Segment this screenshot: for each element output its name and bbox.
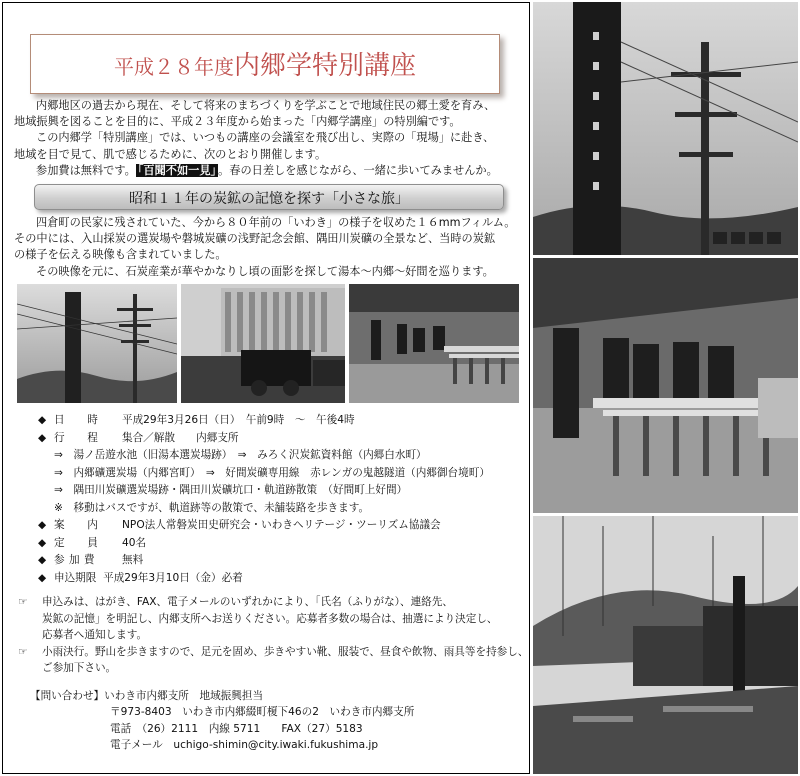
contact-address: 〒973-8403 いわき市内郷綴町榎下46の2 いわき市内郷支所 (110, 706, 415, 719)
pointing-hand-icon: ☞ (18, 596, 28, 608)
route-note: ※ 移動はバスですが、軌道跡等の散策で、未舗装路を歩きます。 (54, 501, 370, 514)
note-line (14, 594, 514, 611)
note-line: 炭鉱の記憶」を明記し、内郷支所へお送りください。応募者多数の場合は、抽選により決定し、 (42, 612, 498, 625)
detail-label: 日 時 (54, 414, 99, 426)
detail-label: 案 内 (54, 519, 99, 531)
film-still-utility-pole (17, 284, 177, 403)
diamond-bullet-icon: ◆ (38, 414, 47, 426)
contact-heading: 【問い合わせ】いわき市内郷支所 地域振興担当 (30, 690, 264, 702)
detail-date (38, 412, 518, 430)
detail-label: 申込期限 (54, 571, 97, 584)
route-step: ⇒ 内郷礦選炭場（内郷宮町） ⇒ 好間炭礦専用線 赤レンガの鬼越隧道（内郷御台境町） (54, 466, 490, 479)
title-prefix: 平成２８年度 (113, 55, 234, 79)
application-notes (14, 594, 529, 677)
intro-line: 地域を目で見て、肌で感じるために、次のとおり開催します。 (14, 147, 327, 161)
fee-line-before: 参加費は無料です。 (36, 163, 136, 177)
detail-value: 集合／解散 内郷支所 (122, 431, 239, 444)
intro-line: この内郷学「特別講座」では、いつもの講座の会議室を飛び出し、実際の「現場」に赴き、 (36, 131, 495, 145)
diamond-bullet-icon: ◆ (38, 431, 47, 444)
diamond-bullet-icon: ◆ (38, 554, 47, 566)
detail-fee (38, 552, 518, 570)
photo-chimney-pole (533, 2, 798, 255)
story-line: の様子を伝える映像も含まれていました。 (14, 248, 227, 262)
route-step: ⇒ 隅田川炭礦選炭場跡・隅田川炭礦坑口・軌道跡散策 （好間町上好間） (54, 484, 408, 496)
detail-guide (38, 517, 518, 535)
detail-value: 平成29年3月10日（金）必着 (103, 571, 243, 584)
note-line: 応募者へ通知します。 (42, 629, 148, 641)
title-main: 内郷学特別講座 (233, 51, 416, 81)
detail-label: 行 程 (54, 431, 99, 444)
photo-miners-carts (533, 258, 798, 513)
route-step: ⇒ 湯ノ岳遊水池（旧湯本選炭場跡） ⇒ みろく沢炭鉱資料館（内郷白水町） (54, 449, 427, 461)
contact-block (30, 688, 414, 754)
detail-value: 無料 (122, 554, 144, 566)
fee-line-highlight: 「百聞不如一見」 (137, 163, 217, 177)
detail-itinerary (38, 430, 518, 448)
film-still-coal-train (181, 284, 345, 403)
intro-line: 地域振興を図ることを目的に、平成２３年度から始まった「内郷学講座」の特別編です。 (14, 115, 461, 129)
detail-capacity (38, 535, 518, 553)
event-details (38, 412, 518, 587)
story-line: その中には、入山採炭の選炭場や磐城炭礦の浅野記念会館、隅田川炭礦の全景など、当時の炭鉱 (14, 232, 496, 246)
detail-label: 参 加 費 (54, 554, 96, 566)
contact-phone: 電話 （26）2111 内線 5711 FAX（27）5183 (110, 722, 363, 735)
diamond-bullet-icon: ◆ (38, 519, 47, 531)
detail-label: 定 員 (54, 536, 99, 549)
contact-email[interactable]: 電子メール uchigo-shimin@city.iwaki.fukushima.jp (110, 739, 379, 752)
note-line (14, 644, 529, 661)
intro-paragraph (14, 98, 519, 179)
fee-line-after: 。春の日差しを感じながら、一緒に歩いてみませんか。 (218, 163, 498, 177)
detail-value: 平成29年3月26日（日） 午前9時 ～ 午後4時 (122, 414, 355, 426)
detail-value: NPO法人常磐炭田史研究会・いわきヘリテージ・ツーリズム協議会 (122, 519, 441, 531)
note-line: ご参加下さい。 (42, 662, 117, 674)
story-line: 四倉町の民家に残されていた、今から８０年前の「いわき」の様子を収めた１６mmフィルム。 (36, 216, 516, 229)
detail-value: 40名 (122, 536, 147, 549)
note-text: 小雨決行。野山を歩きますので、足元を固め、歩きやすい靴、服装で、昼食や飲物、雨具等を持参し、 (42, 645, 529, 658)
subtitle-banner (34, 184, 504, 210)
story-paragraph (14, 215, 519, 280)
title-box (30, 34, 500, 94)
page-title (31, 45, 499, 82)
photo-mine-buildings (533, 516, 798, 774)
story-line: その映像を元に、石炭産業が華やかなりし頃の面影を探して湯本～内郷～好間を巡ります。 (36, 264, 494, 278)
subtitle: 昭和１１年の炭鉱の記憶を探す「小さな旅」 (129, 191, 409, 207)
detail-deadline (38, 570, 518, 588)
note-text: 申込みは、はがき、FAX、電子メールのいずれかにより、「氏名（ふりがな）、連絡先、 (42, 596, 453, 608)
diamond-bullet-icon: ◆ (38, 571, 47, 584)
fee-line (14, 163, 519, 179)
film-still-coal-sorting (349, 284, 519, 403)
diamond-bullet-icon: ◆ (38, 536, 47, 549)
pointing-hand-icon: ☞ (18, 645, 28, 658)
intro-line: 内郷地区の過去から現在、そして将来のまちづくりを学ぶことで地域住民の郷土愛を育み、 (36, 99, 496, 112)
